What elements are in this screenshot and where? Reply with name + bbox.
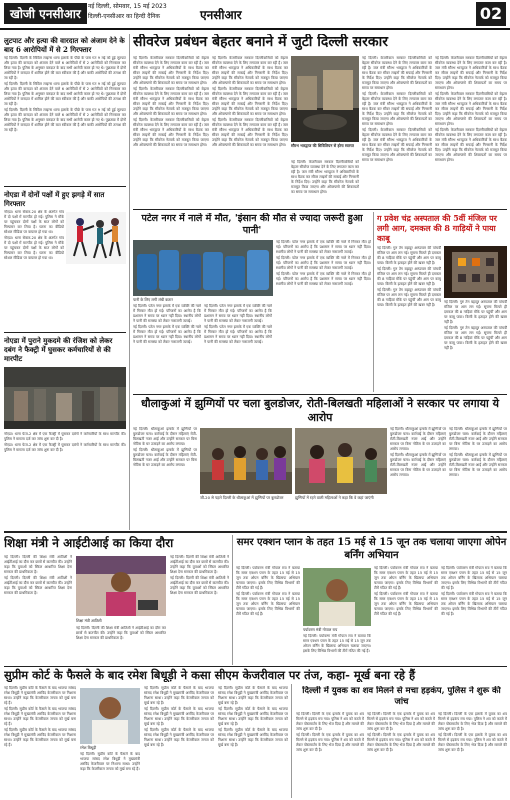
sc-text-3: नई दिल्ली। सुप्रीम कोर्ट के फैसले के बाद भाजपा सांसद रमेश बिधूड़ी ने मुख्यमंत्री अरविंद केजरीवाल पर निशाना साधा। उन्होंने कहा कि केजरीवाल जनता को मूर्ख बना रहे हैं।	[144, 728, 214, 747]
left-story3-headline: नोएडा में पुराने मुकदमे की रंजिश को लेकर दबंग ने फैक्ट्री में घुसकर कर्मचारियों से की मारपीट	[4, 336, 113, 363]
action-text-2: नई दिल्ली। पर्यावरण मंत्री गोपाल राय ने बताया कि समर एक्शन प्लान के तहत 15 मई से 15 जून तक ओपन बर्निंग के खिलाफ अभियान चलाया जाएगा। इसके लिए विभिन्न विभागों की टीमें गठित की गई हैं।	[441, 592, 507, 616]
atishi-text-2: नई दिल्ली। दिल्ली की शिक्षा मंत्री आतिशी ने आईटीआई का दौरा कर छात्रों से बातचीत की। उन्होंने कहा कि युवाओं को स्किल आधारित शिक्षा देना सरकार की प्राथमिकता है।	[170, 576, 229, 595]
left-story3-text-2: नोएडा। थाना फेज-2 क्षेत्र में एक फैक्ट्री में घुसकर दबंगों ने कर्मचारियों के साथ मारपीट की। पुलिस ने मामला दर्ज कर जांच शुरू कर दी है।	[4, 443, 126, 452]
action-headline: समर एक्शन प्लान के तहत 15 मई से 15 जून तक चलाया जाएगा ओपेन बर्निंग अभियान	[236, 537, 507, 561]
gopal-rai-caption: पर्यावरण मंत्री गोपाल राय	[303, 627, 338, 632]
bulldozer-photo-2	[295, 428, 387, 494]
atishi-body-col3	[170, 555, 229, 663]
divider	[4, 332, 126, 333]
atishi-photo-caption: शिक्षा मंत्री आतिशी	[76, 618, 102, 623]
lead-body-col2	[212, 56, 288, 206]
lead-text: नई दिल्ली। केजरीवाल सरकार दिल्लीवासियों को बेहतर सीवरेज व्यवस्था देने के लिए लगातार काम कर रही है। जल मंत्री सौरभ भारद्वाज ने अधिकारियों के साथ बैठक कर सीवर लाइनों की सफाई और निगरानी के निर्देश दिए। उन्होंने कहा कि सीवरेज नेटवर्क को मजबूत किया जाएगा और ओवरफ्लो की शिकायतों का समय पर समाधान होगा।	[212, 56, 288, 85]
youth-text-2: नई दिल्ली। दिल्ली के एक इलाके में युवक का शव मिलने से हड़कंप मच गया। पुलिस ने शव को कब्जे में लेकर पोस्टमार्टम के लिए भेज दिया है और मामले की जांच शुरू कर दी है।	[296, 733, 364, 752]
youth-text: नई दिल्ली। दिल्ली के एक इलाके में युवक का शव मिलने से हड़कंप मच गया। पुलिस ने शव को कब्जे में लेकर पोस्टमार्टम के लिए भेज दिया है और मामले की जांच शुरू कर दी है।	[296, 712, 364, 731]
bulldozer-text-2: नई दिल्ली। धौलाकुआं इलाके में झुग्गियों पर बुलडोजर चला। कार्रवाई के दौरान महिलाएं रोती-बिलखती नजर आईं और उन्होंने सरकार पर बिना नोटिस के घर उजाड़ने का आरोप लगाया।	[449, 453, 507, 477]
action-body-col4	[441, 566, 507, 663]
youth-body-col3	[438, 712, 507, 796]
column-divider	[232, 535, 233, 665]
column-divider	[291, 684, 292, 798]
youth-text: नई दिल्ली। दिल्ली के एक इलाके में युवक का शव मिलने से हड़कंप मच गया। पुलिस ने शव को कब्जे में लेकर पोस्टमार्टम के लिए भेज दिया है और मामले की जांच शुरू कर दी है।	[438, 712, 507, 731]
bulldozer-body-col3	[449, 427, 507, 529]
action-body-col2	[303, 634, 371, 663]
bulldozer-text: नई दिल्ली। धौलाकुआं इलाके में झुग्गियों पर बुलडोजर चला। कार्रवाई के दौरान महिलाएं रोती-बिलखती नजर आईं और उन्होंने सरकार पर बिना नोटिस के घर उजाड़ने का आरोप लगाया।	[133, 427, 197, 446]
action-body-col3	[374, 566, 438, 663]
action-text-2: नई दिल्ली। पर्यावरण मंत्री गोपाल राय ने बताया कि समर एक्शन प्लान के तहत 15 मई से 15 जून तक ओपन बर्निंग के खिलाफ अभियान चलाया जाएगा। इसके लिए विभिन्न विभागों की टीमें गठित की गई हैं।	[374, 592, 438, 616]
column-divider	[129, 34, 130, 530]
left-story1-text: नई दिल्ली। दिल्ली के सिविल लाइन्स थाना इलाके के पीछे के पास गत 9 मई को हुई लूटपाट और हत्या की वारदात को अंजाम देने वाले 6 आरोपियों में से 2 आरोपियों को गिरफ्तार कर लिया गया है। पुलिस के अनुसार वारदात के बाद सभी आरोपी फरार हो गए थे। पूछताछ में दोनों आरोपियों ने वारदात में शामिल होने की बात स्वीकार की है और बाकी आरोपियों की तलाश की जा रही है।	[4, 56, 126, 80]
lead-body-col5	[435, 56, 507, 206]
action-text: नई दिल्ली। पर्यावरण मंत्री गोपाल राय ने बताया कि समर एक्शन प्लान के तहत 15 मई से 15 जून तक ओपन बर्निंग के खिलाफ अभियान चलाया जाएगा। इसके लिए विभिन्न विभागों की टीमें गठित की गई हैं।	[236, 566, 300, 590]
sc-text-3: नई दिल्ली। सुप्रीम कोर्ट के फैसले के बाद भाजपा सांसद रमेश बिधूड़ी ने मुख्यमंत्री अरविंद केजरीवाल पर निशाना साधा। उन्होंने कहा कि केजरीवाल जनता को मूर्ख बना रहे हैं।	[4, 728, 76, 747]
sc-text-2: नई दिल्ली। सुप्रीम कोर्ट के फैसले के बाद भाजपा सांसद रमेश बिधूड़ी ने मुख्यमंत्री अरविंद केजरीवाल पर निशाना साधा। उन्होंने कहा कि केजरीवाल जनता को मूर्ख बना रहे हैं।	[144, 707, 214, 726]
youth-headline: दिल्ली में युवक का शव मिलने से मचा हड़कंप, पुलिस ने शुरू की जांच	[302, 686, 501, 707]
fire-photo	[444, 246, 507, 298]
bulldozer-photo-1	[200, 428, 292, 494]
sc-text-2: नई दिल्ली। सुप्रीम कोर्ट के फैसले के बाद भाजपा सांसद रमेश बिधूड़ी ने मुख्यमंत्री अरविंद केजरीवाल पर निशाना साधा। उन्होंने कहा कि केजरीवाल जनता को मूर्ख बना रहे हैं।	[218, 707, 288, 726]
sc-body-col4	[218, 686, 288, 796]
lead-text: नई दिल्ली। केजरीवाल सरकार दिल्लीवासियों को बेहतर सीवरेज व्यवस्था देने के लिए लगातार काम कर रही है। जल मंत्री सौरभ भारद्वाज ने अधिकारियों के साथ बैठक कर सीवर लाइनों की सफाई और निगरानी के निर्देश दिए। उन्होंने कहा कि सीवरेज नेटवर्क को मजबूत किया जाएगा और ओवरफ्लो की शिकायतों का समय पर समाधान होगा।	[133, 56, 209, 85]
sc-text: नई दिल्ली। सुप्रीम कोर्ट के फैसले के बाद भाजपा सांसद रमेश बिधूड़ी ने मुख्यमंत्री अरविंद केजरीवाल पर निशाना साधा। उन्होंने कहा कि केजरीवाल जनता को मूर्ख बना रहे हैं।	[218, 686, 288, 705]
youth-text-2: नई दिल्ली। दिल्ली के एक इलाके में युवक का शव मिलने से हड़कंप मच गया। पुलिस ने शव को कब्जे में लेकर पोस्टमार्टम के लिए भेज दिया है और मामले की जांच शुरू कर दी है।	[438, 733, 507, 752]
lead-text-2: नई दिल्ली। केजरीवाल सरकार दिल्लीवासियों को बेहतर सीवरेज व्यवस्था देने के लिए लगातार काम कर रही है। जल मंत्री सौरभ भारद्वाज ने अधिकारियों के साथ बैठक कर सीवर लाइनों की सफाई और निगरानी के निर्देश दिए। उन्होंने कहा कि सीवरेज नेटवर्क को मजबूत किया जाएगा और ओवरफ्लो की शिकायतों का समय पर समाधान होगा।	[133, 87, 209, 116]
water-cans-photo	[133, 240, 273, 296]
action-text-2: नई दिल्ली। पर्यावरण मंत्री गोपाल राय ने बताया कि समर एक्शन प्लान के तहत 15 मई से 15 जून तक ओपन बर्निंग के खिलाफ अभियान चलाया जाएगा। इसके लिए विभिन्न विभागों की टीमें गठित की गई हैं।	[236, 592, 300, 616]
youth-text-2: नई दिल्ली। दिल्ली के एक इलाके में युवक का शव मिलने से हड़कंप मच गया। पुलिस ने शव को कब्जे में लेकर पोस्टमार्टम के लिए भेज दिया है और मामले की जांच शुरू कर दी है।	[367, 733, 435, 752]
bulldozer-body-col2	[390, 427, 446, 529]
lead-text-3: नई दिल्ली। केजरीवाल सरकार दिल्लीवासियों को बेहतर सीवरेज व्यवस्था देने के लिए लगातार काम कर रही है। जल मंत्री सौरभ भारद्वाज ने अधिकारियों के साथ बैठक कर सीवर लाइनों की सफाई और निगरानी के निर्देश दिए। उन्होंने कहा कि सीवरेज नेटवर्क को मजबूत किया जाएगा और ओवरफ्लो की शिकायतों का समय पर समाधान होगा।	[212, 118, 288, 147]
left-story1-body	[4, 56, 126, 184]
divider	[133, 394, 507, 395]
action-text: नई दिल्ली। पर्यावरण मंत्री गोपाल राय ने बताया कि समर एक्शन प्लान के तहत 15 मई से 15 जून तक ओपन बर्निंग के खिलाफ अभियान चलाया जाएगा। इसके लिए विभिन्न विभागों की टीमें गठित की गई हैं।	[303, 634, 371, 653]
lead-text-2: नई दिल्ली। केजरीवाल सरकार दिल्लीवासियों को बेहतर सीवरेज व्यवस्था देने के लिए लगातार काम कर रही है। जल मंत्री सौरभ भारद्वाज ने अधिकारियों के साथ बैठक कर सीवर लाइनों की सफाई और निगरानी के निर्देश दिए। उन्होंने कहा कि सीवरेज नेटवर्क को मजबूत किया जाएगा और ओवरफ्लो की शिकायतों का समय पर समाधान होगा।	[435, 92, 507, 126]
bulldozer-text-2: नई दिल्ली। धौलाकुआं इलाके में झुग्गियों पर बुलडोजर चला। कार्रवाई के दौरान महिलाएं रोती-बिलखती नजर आईं और उन्होंने सरकार पर बिना नोटिस के घर उजाड़ने का आरोप लगाया।	[390, 453, 446, 477]
left-story2-text: नोएडा। थाना सेक्टर-20 क्षेत्र के अंतर्गत गांव में दो पक्षों में मारपीट हो गई। पुलिस ने मौके पर पहुंचकर दोनों पक्षों के सात लोगों को गिरफ्तार कर लिया है। घटना का वीडियो सोशल मीडिया पर वायरल हो गया था।	[4, 210, 64, 234]
atishi-body-col2	[76, 626, 166, 663]
left-story2-body	[4, 210, 64, 330]
lead-text: नई दिल्ली। केजरीवाल सरकार दिल्लीवासियों को बेहतर सीवरेज व्यवस्था देने के लिए लगातार काम कर रही है। जल मंत्री सौरभ भारद्वाज ने अधिकारियों के साथ बैठक कर सीवर लाइनों की सफाई और निगरानी के निर्देश दिए। उन्होंने कहा कि सीवरेज नेटवर्क को मजबूत किया जाएगा और ओवरफ्लो की शिकायतों का समय पर समाधान होगा।	[291, 160, 359, 194]
drain-text: नई दिल्ली। पटेल नगर इलाके में एक व्यक्ति की नाले में गिरकर मौत हो गई। परिजनों का आरोप है कि प्रशासन ने समय पर ध्यान नहीं दिया। स्थानीय लोगों ने पानी की समस्या को लेकर नाराजगी जताई।	[133, 304, 201, 323]
lead-text: नई दिल्ली। केजरीवाल सरकार दिल्लीवासियों को बेहतर सीवरेज व्यवस्था देने के लिए लगातार काम कर रही है। जल मंत्री सौरभ भारद्वाज ने अधिकारियों के साथ बैठक कर सीवर लाइनों की सफाई और निगरानी के निर्देश दिए। उन्होंने कहा कि सीवरेज नेटवर्क को मजबूत किया जाएगा और ओवरफ्लो की शिकायतों का समय पर समाधान होगा।	[362, 56, 432, 90]
sc-body-col1	[4, 686, 76, 796]
left-story1-text-2: नई दिल्ली। दिल्ली के सिविल लाइन्स थाना इलाके के पीछे के पास गत 9 मई को हुई लूटपाट और हत्या की वारदात को अंजाम देने वाले 6 आरोपियों में से 2 आरोपियों को गिरफ्तार कर लिया गया है। पुलिस के अनुसार वारदात के बाद सभी आरोपी फरार हो गए थे। पूछताछ में दोनों आरोपियों ने वारदात में शामिल होने की बात स्वीकार की है और बाकी आरोपियों की तलाश की जा रही है।	[4, 82, 126, 106]
masthead	[0, 0, 510, 30]
lead-text-2: नई दिल्ली। केजरीवाल सरकार दिल्लीवासियों को बेहतर सीवरेज व्यवस्था देने के लिए लगातार काम कर रही है। जल मंत्री सौरभ भारद्वाज ने अधिकारियों के साथ बैठक कर सीवर लाइनों की सफाई और निगरानी के निर्देश दिए। उन्होंने कहा कि सीवरेज नेटवर्क को मजबूत किया जाएगा और ओवरफ्लो की शिकायतों का समय पर समाधान होगा।	[212, 87, 288, 116]
divider	[133, 209, 507, 210]
youth-text: नई दिल्ली। दिल्ली के एक इलाके में युवक का शव मिलने से हड़कंप मच गया। पुलिस ने शव को कब्जे में लेकर पोस्टमार्टम के लिए भेज दिया है और मामले की जांच शुरू कर दी है।	[367, 712, 435, 731]
left-story3-body	[4, 432, 126, 512]
sc-text: नई दिल्ली। सुप्रीम कोर्ट के फैसले के बाद भाजपा सांसद रमेश बिधूड़ी ने मुख्यमंत्री अरविंद केजरीवाल पर निशाना साधा। उन्होंने कहा कि केजरीवाल जनता को मूर्ख बना रहे हैं।	[144, 686, 214, 705]
sc-text: नई दिल्ली। सुप्रीम कोर्ट के फैसले के बाद भाजपा सांसद रमेश बिधूड़ी ने मुख्यमंत्री अरविंद केजरीवाल पर निशाना साधा। उन्होंने कहा कि केजरीवाल जनता को मूर्ख बना रहे हैं।	[4, 686, 76, 705]
action-text: नई दिल्ली। पर्यावरण मंत्री गोपाल राय ने बताया कि समर एक्शन प्लान के तहत 15 मई से 15 जून तक ओपन बर्निंग के खिलाफ अभियान चलाया जाएगा। इसके लिए विभिन्न विभागों की टीमें गठित की गई हैं।	[374, 566, 438, 590]
sewer-photo	[291, 56, 359, 142]
date-line: नई दिल्ली, सोमवार, 15 मई 2023	[88, 3, 167, 10]
lead-body-col3	[291, 160, 359, 206]
lead-body-col1	[133, 56, 209, 206]
bidhuri-photo	[80, 688, 140, 744]
youth-body-col2	[367, 712, 435, 796]
fire-text-2: नई दिल्ली। गुरु तेग बहादुर अस्पताल की पांचवीं मंजिल पर आग लग गई। सूचना मिलते ही दमकल की 8 गाड़ियां मौके पर पहुंचीं और आग पर काबू पाया। किसी के हताहत होने की खबर नहीं है।	[377, 267, 441, 286]
atishi-text: नई दिल्ली। दिल्ली की शिक्षा मंत्री आतिशी ने आईटीआई का दौरा कर छात्रों से बातचीत की। उन्होंने कहा कि युवाओं को स्किल आधारित शिक्षा देना सरकार की प्राथमिकता है।	[170, 555, 229, 574]
bulldozer-caption-2: झुग्गियों में रहने वाली महिलाओं ने कहा कि वे कहां जाएंगी	[295, 495, 374, 500]
left-story3-text: नोएडा। थाना फेज-2 क्षेत्र में एक फैक्ट्री में घुसकर दबंगों ने कर्मचारियों के साथ मारपीट की। पुलिस ने मामला दर्ज कर जांच शुरू कर दी है।	[4, 432, 126, 441]
drain-body-col2	[204, 304, 272, 392]
section-title: एनसीआर	[200, 8, 242, 22]
left-story1-headline: लुटपाट और हत्या की वारदात को अंजाम देने के बाद 6 आरोपियों में से 2 गिरफ्तार	[4, 36, 125, 54]
sub-line: दिल्ली-एनसीआर का हिन्दी दैनिक	[88, 13, 160, 20]
lead-text-3: नई दिल्ली। केजरीवाल सरकार दिल्लीवासियों को बेहतर सीवरेज व्यवस्था देने के लिए लगातार काम कर रही है। जल मंत्री सौरभ भारद्वाज ने अधिकारियों के साथ बैठक कर सीवर लाइनों की सफाई और निगरानी के निर्देश दिए। उन्होंने कहा कि सीवरेज नेटवर्क को मजबूत किया जाएगा और ओवरफ्लो की शिकायतों का समय पर समाधान होगा।	[435, 128, 507, 162]
fight-illustration	[66, 212, 126, 264]
drain-body-col1	[133, 304, 201, 392]
bulldozer-text: नई दिल्ली। धौलाकुआं इलाके में झुग्गियों पर बुलडोजर चला। कार्रवाई के दौरान महिलाएं रोती-बिलखती नजर आईं और उन्होंने सरकार पर बिना नोटिस के घर उजाड़ने का आरोप लगाया।	[390, 427, 446, 451]
drain-headline: पटेल नगर में नाले में मौत, 'इंसान की मौत से ज्यादा जरूरी हुआ पानी'	[141, 213, 363, 236]
lead-headline: सीवरेज प्रबंधन बेहतर बनाने में जुटी दिल्ली सरकार	[133, 34, 388, 50]
factory-cctv-photo	[4, 367, 126, 429]
drain-text: नई दिल्ली। पटेल नगर इलाके में एक व्यक्ति की नाले में गिरकर मौत हो गई। परिजनों का आरोप है कि प्रशासन ने समय पर ध्यान नहीं दिया। स्थानीय लोगों ने पानी की समस्या को लेकर नाराजगी जताई।	[204, 304, 272, 323]
atishi-text: नई दिल्ली। दिल्ली की शिक्षा मंत्री आतिशी ने आईटीआई का दौरा कर छात्रों से बातचीत की। उन्होंने कहा कि युवाओं को स्किल आधारित शिक्षा देना सरकार की प्राथमिकता है।	[4, 555, 72, 574]
bulldozer-text: नई दिल्ली। धौलाकुआं इलाके में झुग्गियों पर बुलडोजर चला। कार्रवाई के दौरान महिलाएं रोती-बिलखती नजर आईं और उन्होंने सरकार पर बिना नोटिस के घर उजाड़ने का आरोप लगाया।	[449, 427, 507, 451]
sewer-photo-caption: सौरभ भारद्वाज की सिविलियन से होगा स्वागत	[291, 143, 354, 148]
bidhuri-caption: रमेश बिधूड़ी	[80, 745, 97, 750]
fire-body-col1	[377, 246, 441, 392]
divider	[4, 531, 507, 533]
left-story1-text-3: नई दिल्ली। दिल्ली के सिविल लाइन्स थाना इलाके के पीछे के पास गत 9 मई को हुई लूटपाट और हत्या की वारदात को अंजाम देने वाले 6 आरोपियों में से 2 आरोपियों को गिरफ्तार कर लिया गया है। पुलिस के अनुसार वारदात के बाद सभी आरोपी फरार हो गए थे। पूछताछ में दोनों आरोपियों ने वारदात में शामिल होने की बात स्वीकार की है और बाकी आरोपियों की तलाश की जा रही है।	[4, 108, 126, 132]
atishi-headline: शिक्षा मंत्री ने आईटीआई का किया दौरा	[4, 536, 174, 550]
drain-text: नई दिल्ली। पटेल नगर इलाके में एक व्यक्ति की नाले में गिरकर मौत हो गई। परिजनों का आरोप है कि प्रशासन ने समय पर ध्यान नहीं दिया। स्थानीय लोगों ने पानी की समस्या को लेकर नाराजगी जताई।	[276, 240, 371, 254]
newspaper-logo: खोजी एनसीआर	[4, 3, 87, 24]
brand-block	[4, 3, 87, 24]
bulldozer-caption-1: जी-20 से पहले दिल्ली के धौलाकुआं में झुग्गियों पर बुलडोजर	[200, 495, 284, 500]
drain-text-3: नई दिल्ली। पटेल नगर इलाके में एक व्यक्ति की नाले में गिरकर मौत हो गई। परिजनों का आरोप है कि प्रशासन ने समय पर ध्यान नहीं दिया। स्थानीय लोगों ने पानी की समस्या को लेकर नाराजगी जताई।	[276, 272, 371, 286]
atishi-text-2: नई दिल्ली। दिल्ली की शिक्षा मंत्री आतिशी ने आईटीआई का दौरा कर छात्रों से बातचीत की। उन्होंने कहा कि युवाओं को स्किल आधारित शिक्षा देना सरकार की प्राथमिकता है।	[4, 576, 72, 595]
atishi-text: नई दिल्ली। दिल्ली की शिक्षा मंत्री आतिशी ने आईटीआई का दौरा कर छात्रों से बातचीत की। उन्होंने कहा कि युवाओं को स्किल आधारित शिक्षा देना सरकार की प्राथमिकता है।	[76, 626, 166, 640]
drain-text-2: नई दिल्ली। पटेल नगर इलाके में एक व्यक्ति की नाले में गिरकर मौत हो गई। परिजनों का आरोप है कि प्रशासन ने समय पर ध्यान नहीं दिया। स्थानीय लोगों ने पानी की समस्या को लेकर नाराजगी जताई।	[204, 325, 272, 344]
drain-text-2: नई दिल्ली। पटेल नगर इलाके में एक व्यक्ति की नाले में गिरकर मौत हो गई। परिजनों का आरोप है कि प्रशासन ने समय पर ध्यान नहीं दिया। स्थानीय लोगों ने पानी की समस्या को लेकर नाराजगी जताई।	[133, 325, 201, 344]
left-story2-text-2: नोएडा। थाना सेक्टर-20 क्षेत्र के अंतर्गत गांव में दो पक्षों में मारपीट हो गई। पुलिस ने मौके पर पहुंचकर दोनों पक्षों के सात लोगों को गिरफ्तार कर लिया है। घटना का वीडियो सोशल मीडिया पर वायरल हो गया था।	[4, 236, 64, 260]
bulldozer-text-2: नई दिल्ली। धौलाकुआं इलाके में झुग्गियों पर बुलडोजर चला। कार्रवाई के दौरान महिलाएं रोती-बिलखती नजर आईं और उन्होंने सरकार पर बिना नोटिस के घर उजाड़ने का आरोप लगाया।	[133, 448, 197, 467]
bulldozer-headline: धौलाकुआं में झुग्गियों पर चला बुलडोजर, रोती-बिलखती महिलाओं ने सरकार पर लगाया ये आरोप	[140, 397, 500, 424]
lead-body-col4	[362, 56, 432, 206]
fire-text-3: नई दिल्ली। गुरु तेग बहादुर अस्पताल की पांचवीं मंजिल पर आग लग गई। सूचना मिलते ही दमकल की 8 गाड़ियां मौके पर पहुंचीं और आग पर काबू पाया। किसी के हताहत होने की खबर नहीं है।	[377, 288, 441, 307]
lead-text-2: नई दिल्ली। केजरीवाल सरकार दिल्लीवासियों को बेहतर सीवरेज व्यवस्था देने के लिए लगातार काम कर रही है। जल मंत्री सौरभ भारद्वाज ने अधिकारियों के साथ बैठक कर सीवर लाइनों की सफाई और निगरानी के निर्देश दिए। उन्होंने कहा कि सीवरेज नेटवर्क को मजबूत किया जाएगा और ओवरफ्लो की शिकायतों का समय पर समाधान होगा।	[362, 92, 432, 126]
divider	[4, 666, 507, 667]
page-number: 02	[476, 2, 506, 26]
gopal-rai-photo	[303, 568, 371, 626]
sc-body-col2	[80, 752, 140, 796]
divider	[4, 186, 126, 187]
fire-text-2: नई दिल्ली। गुरु तेग बहादुर अस्पताल की पांचवीं मंजिल पर आग लग गई। सूचना मिलते ही दमकल की 8 गाड़ियां मौके पर पहुंचीं और आग पर काबू पाया। किसी के हताहत होने की खबर नहीं है।	[444, 326, 507, 350]
water-cans-caption: पानी के लिए लगी लंबी कतार	[133, 297, 173, 302]
action-body-col1	[236, 566, 300, 663]
bulldozer-body-col1	[133, 427, 197, 529]
sc-text-3: नई दिल्ली। सुप्रीम कोर्ट के फैसले के बाद भाजपा सांसद रमेश बिधूड़ी ने मुख्यमंत्री अरविंद केजरीवाल पर निशाना साधा। उन्होंने कहा कि केजरीवाल जनता को मूर्ख बना रहे हैं।	[218, 728, 288, 747]
left-story2-headline: नोएडा में दोनों पक्षों में हुए झगड़े में सात गिरफ्तार	[4, 190, 105, 208]
column-divider	[373, 212, 374, 392]
drain-text-2: नई दिल्ली। पटेल नगर इलाके में एक व्यक्ति की नाले में गिरकर मौत हो गई। परिजनों का आरोप है कि प्रशासन ने समय पर ध्यान नहीं दिया। स्थानीय लोगों ने पानी की समस्या को लेकर नाराजगी जताई।	[276, 256, 371, 270]
sc-headline: सुप्रीम कोर्ट के फैसले के बाद रमेश बिधूड़ी ने कसा सीएम केजरीवाल पर तंज, कहा- मूर्ख बना रहे हैं	[4, 668, 416, 682]
fire-body-col2	[444, 300, 507, 392]
sc-body-col3	[144, 686, 214, 796]
atishi-body-col1	[4, 555, 72, 663]
fire-text: नई दिल्ली। गुरु तेग बहादुर अस्पताल की पांचवीं मंजिल पर आग लग गई। सूचना मिलते ही दमकल की 8 गाड़ियां मौके पर पहुंचीं और आग पर काबू पाया। किसी के हताहत होने की खबर नहीं है।	[377, 246, 441, 265]
lead-text-3: नई दिल्ली। केजरीवाल सरकार दिल्लीवासियों को बेहतर सीवरेज व्यवस्था देने के लिए लगातार काम कर रही है। जल मंत्री सौरभ भारद्वाज ने अधिकारियों के साथ बैठक कर सीवर लाइनों की सफाई और निगरानी के निर्देश दिए। उन्होंने कहा कि सीवरेज नेटवर्क को मजबूत किया जाएगा और ओवरफ्लो की शिकायतों का समय पर समाधान होगा।	[133, 118, 209, 147]
sc-text: नई दिल्ली। सुप्रीम कोर्ट के फैसले के बाद भाजपा सांसद रमेश बिधूड़ी ने मुख्यमंत्री अरविंद केजरीवाल पर निशाना साधा। उन्होंने कहा कि केजरीवाल जनता को मूर्ख बना रहे हैं।	[80, 752, 140, 771]
sc-text-2: नई दिल्ली। सुप्रीम कोर्ट के फैसले के बाद भाजपा सांसद रमेश बिधूड़ी ने मुख्यमंत्री अरविंद केजरीवाल पर निशाना साधा। उन्होंने कहा कि केजरीवाल जनता को मूर्ख बना रहे हैं।	[4, 707, 76, 726]
action-text: नई दिल्ली। पर्यावरण मंत्री गोपाल राय ने बताया कि समर एक्शन प्लान के तहत 15 मई से 15 जून तक ओपन बर्निंग के खिलाफ अभियान चलाया जाएगा। इसके लिए विभिन्न विभागों की टीमें गठित की गई हैं।	[441, 566, 507, 590]
lead-text-3: नई दिल्ली। केजरीवाल सरकार दिल्लीवासियों को बेहतर सीवरेज व्यवस्था देने के लिए लगातार काम कर रही है। जल मंत्री सौरभ भारद्वाज ने अधिकारियों के साथ बैठक कर सीवर लाइनों की सफाई और निगरानी के निर्देश दिए। उन्होंने कहा कि सीवरेज नेटवर्क को मजबूत किया जाएगा और ओवरफ्लो की शिकायतों का समय पर समाधान होगा।	[362, 128, 432, 162]
drain-body-col3	[276, 240, 371, 392]
atishi-photo	[76, 556, 166, 616]
fire-headline: ग प्रवेश चंद्र अस्पताल की 5वीं मंजिल पर लगी आग, दमकल की 8 गाड़ियों ने पाया काबू	[377, 213, 497, 243]
youth-body-col1	[296, 712, 364, 796]
lead-text: नई दिल्ली। केजरीवाल सरकार दिल्लीवासियों को बेहतर सीवरेज व्यवस्था देने के लिए लगातार काम कर रही है। जल मंत्री सौरभ भारद्वाज ने अधिकारियों के साथ बैठक कर सीवर लाइनों की सफाई और निगरानी के निर्देश दिए। उन्होंने कहा कि सीवरेज नेटवर्क को मजबूत किया जाएगा और ओवरफ्लो की शिकायतों का समय पर समाधान होगा।	[435, 56, 507, 90]
fire-text: नई दिल्ली। गुरु तेग बहादुर अस्पताल की पांचवीं मंजिल पर आग लग गई। सूचना मिलते ही दमकल की 8 गाड़ियां मौके पर पहुंचीं और आग पर काबू पाया। किसी के हताहत होने की खबर नहीं है।	[444, 300, 507, 324]
